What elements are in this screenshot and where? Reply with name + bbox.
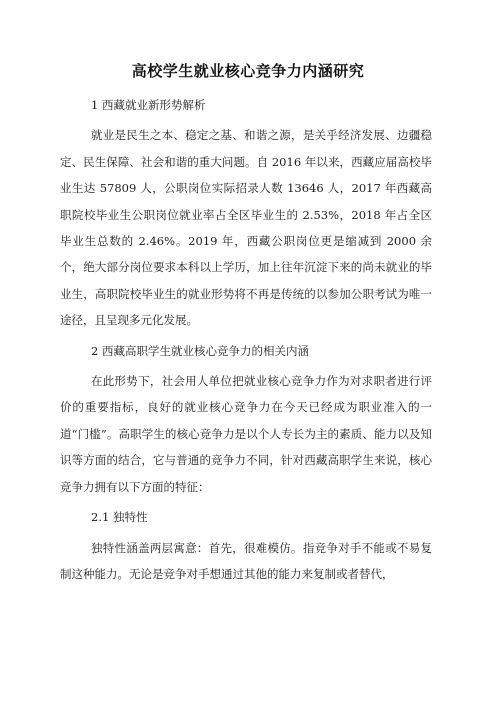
body-paragraph-2: 在此形势下，社会用人单位把就业核心竞争力作为对求职者进行评价的重要指标，良好的就业核心竞争力在今天已经成为职业准入的一道“门槛”。高职学生的核心竞争力是以个人专长为主的素质、能力以及知识等方面的结合，它与普通的竞争力不同，针对西藏高职学生来说，核心竞争力拥有以下方面的特征： xyxy=(60,374,432,494)
document-body xyxy=(60,92,432,591)
section-heading-1: 1 西藏就业新形势解析 xyxy=(91,98,206,112)
body-paragraph-3: 独特性涵盖两层寓意：首先，很难模仿。指竞争对手不能或不易复制这种能力。无论是竞争对手想通过其他的能力来复制或者替代， xyxy=(60,540,432,581)
subsection-heading-2-1: 2.1 独特性 xyxy=(91,510,148,525)
section-heading-2: 2 西藏高职学生就业核心竞争力的相关内涵 xyxy=(91,343,309,358)
document-title: 高校学生就业核心竞争力内涵研究 xyxy=(131,62,365,80)
body-paragraph-1: 就业是民生之本、稳定之基、和谐之源，是关乎经济发展、边疆稳定、民生保障、社会和谐的重大问题。自 2016 年以来，西藏应届高校毕业生达 57809 人，公职岗位实际招录人数 13646 人，2017 年西藏高职院校毕业生公职岗位就业率占全区毕业生的 2.53%，2018 年占全区毕业生总数的 2.46%。2019 年，西藏公职岗位更是缩减到 2000 余个，绝大部分岗位要求本科以上学历，加上往年沉淀下来的尚未就业的毕业生，高职院校毕业生的就业形势将不再是传统的以参加公职考试为唯一途径，且呈现多元化发展。 xyxy=(60,128,432,328)
